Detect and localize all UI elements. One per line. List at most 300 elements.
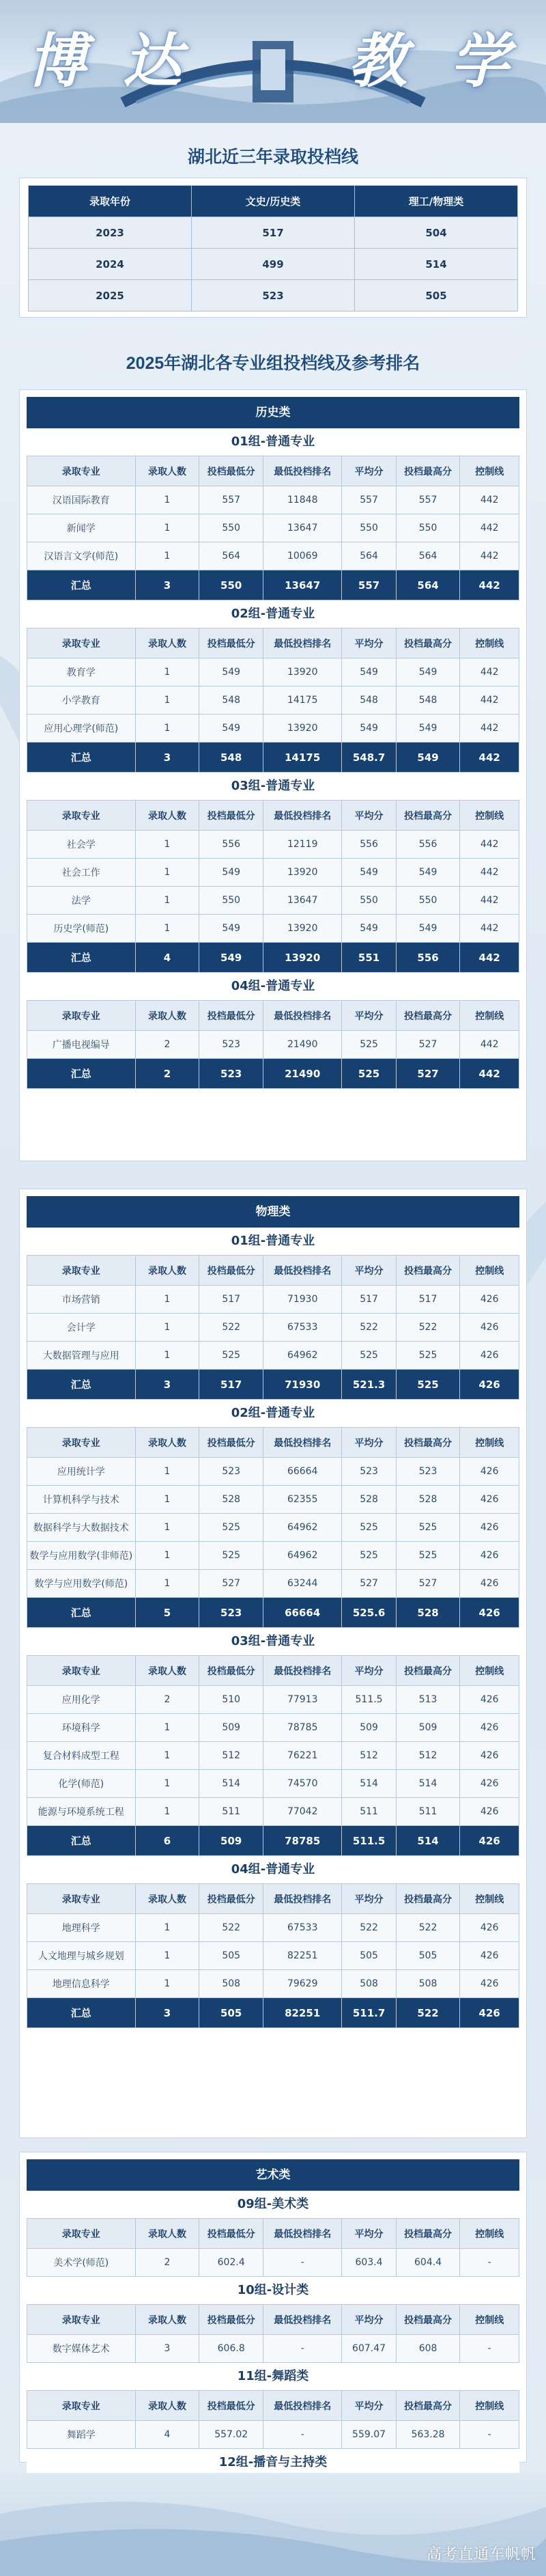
- cell: 汉语国际教育: [27, 486, 136, 514]
- cell: 66664: [263, 1458, 342, 1486]
- group-title: 11组-舞蹈类: [27, 2363, 519, 2390]
- summary-cell: 426: [460, 1598, 519, 1628]
- cell: 509: [199, 1714, 263, 1742]
- col-header: 投档最高分: [396, 1656, 460, 1686]
- summary-cell: 548: [199, 743, 263, 773]
- cell: 442: [460, 486, 519, 514]
- summary-cell: 3: [135, 570, 199, 600]
- cell: 426: [460, 1770, 519, 1798]
- cell: 557.02: [199, 2421, 263, 2449]
- group-title: 03组-普通专业: [27, 1628, 519, 1655]
- cell: 美术学(师范): [27, 2249, 136, 2277]
- cell: 74570: [263, 1770, 342, 1798]
- col-header: 控制线: [460, 456, 519, 486]
- table-row: [27, 1970, 519, 1998]
- col-header: 平均分: [342, 1884, 396, 1914]
- cell: 525: [342, 1031, 396, 1059]
- table-row: [27, 514, 519, 542]
- cell: 550: [342, 514, 396, 542]
- cell: 549: [396, 859, 460, 887]
- cell: 607.47: [342, 2335, 396, 2363]
- cell: 13920: [263, 659, 342, 687]
- group-table: [27, 1883, 519, 2028]
- main-section-title: 2025年湖北各专业组投档线及参考排名: [126, 354, 420, 373]
- banner-char-2: 达: [123, 27, 182, 96]
- col-header: 录取专业: [27, 628, 136, 659]
- summary-cell: 82251: [263, 1998, 342, 2028]
- col-header: 控制线: [460, 2391, 519, 2421]
- cell: 442: [460, 859, 519, 887]
- cell: 2: [135, 2249, 199, 2277]
- col-header: 投档最低分: [199, 1428, 263, 1458]
- cell: 525: [396, 1342, 460, 1370]
- col-header: 平均分: [342, 456, 396, 486]
- col-header: 投档最高分: [396, 1884, 460, 1914]
- summary-cell: 426: [460, 1998, 519, 2028]
- cell: 557: [342, 486, 396, 514]
- three-year-table: [28, 185, 518, 311]
- cell: 67533: [263, 1914, 342, 1942]
- cell: 512: [199, 1742, 263, 1770]
- cell: 13920: [263, 915, 342, 943]
- cell: 505: [355, 280, 518, 311]
- cell: 舞蹈学: [27, 2421, 136, 2449]
- group-title: 04组-普通专业: [27, 973, 519, 1000]
- cell: 76221: [263, 1742, 342, 1770]
- cell: 442: [460, 715, 519, 743]
- table-header-row: [27, 2305, 519, 2335]
- cell: 557: [199, 486, 263, 514]
- cell: 442: [460, 514, 519, 542]
- cell: 82251: [263, 1942, 342, 1970]
- col-header: 录取年份: [29, 186, 192, 217]
- table-header-row: [27, 628, 519, 659]
- summary-cell: 523: [199, 1059, 263, 1089]
- col-header: 投档最高分: [396, 2305, 460, 2335]
- cell: 525: [199, 1542, 263, 1570]
- group-title: 02组-普通专业: [27, 1400, 519, 1427]
- summary-cell: 442: [460, 743, 519, 773]
- summary-cell: 527: [396, 1059, 460, 1089]
- table-row: [27, 2335, 519, 2363]
- cell: 1: [135, 1770, 199, 1798]
- col-header: 平均分: [342, 1256, 396, 1286]
- cell: 442: [460, 659, 519, 687]
- summary-cell: 525: [396, 1370, 460, 1400]
- col-header: 控制线: [460, 2219, 519, 2249]
- cell: 426: [460, 1970, 519, 1998]
- cell: 法学: [27, 887, 136, 915]
- cell: 509: [342, 1714, 396, 1742]
- cell: 550: [199, 887, 263, 915]
- cell: 522: [342, 1914, 396, 1942]
- cell: 442: [460, 1031, 519, 1059]
- col-header: 平均分: [342, 628, 396, 659]
- summary-cell: 汇总: [27, 743, 136, 773]
- cell: 2: [135, 1031, 199, 1059]
- cell: 525: [342, 1514, 396, 1542]
- col-header: 录取专业: [27, 1428, 136, 1458]
- col-header: 文史/历史类: [192, 186, 355, 217]
- col-header: 录取人数: [135, 1256, 199, 1286]
- cell: 14175: [263, 687, 342, 715]
- summary-cell: 汇总: [27, 943, 136, 973]
- cell: 应用统计学: [27, 1458, 136, 1486]
- summary-cell: 551: [342, 943, 396, 973]
- cell: 505: [396, 1942, 460, 1970]
- art-card: [19, 2152, 527, 2469]
- group-title: 10组-设计类: [27, 2277, 519, 2304]
- top-table-title: 湖北近三年录取投档线: [187, 148, 358, 167]
- cell: 1: [135, 1458, 199, 1486]
- summary-cell: 426: [460, 1370, 519, 1400]
- three-year-table-card: [19, 178, 527, 318]
- table-header-row: [27, 1256, 519, 1286]
- cell: 1: [135, 1514, 199, 1542]
- cell: 564: [342, 542, 396, 570]
- table-header-row: [27, 456, 519, 486]
- cell: 78785: [263, 1714, 342, 1742]
- group-table: [27, 1427, 519, 1628]
- cell: 517: [342, 1286, 396, 1314]
- cell: 442: [460, 887, 519, 915]
- cell: 79629: [263, 1970, 342, 1998]
- cell: 517: [192, 217, 355, 249]
- cell: 3: [135, 2335, 199, 2363]
- cell: 549: [396, 915, 460, 943]
- summary-row: [27, 1998, 519, 2028]
- summary-cell: 13920: [263, 943, 342, 973]
- cell: 小学教育: [27, 687, 136, 715]
- cell: 426: [460, 1286, 519, 1314]
- cell: 1: [135, 1486, 199, 1514]
- cell: 550: [396, 887, 460, 915]
- cell: 市场营销: [27, 1286, 136, 1314]
- summary-cell: 2: [135, 1059, 199, 1089]
- table-row: [27, 542, 519, 570]
- col-header: 理工/物理类: [355, 186, 518, 217]
- cell: 数字媒体艺术: [27, 2335, 136, 2363]
- col-header: 录取专业: [27, 2305, 136, 2335]
- col-header: 投档最高分: [396, 1256, 460, 1286]
- cell: 550: [199, 514, 263, 542]
- col-header: 投档最低分: [199, 1884, 263, 1914]
- cell: -: [263, 2249, 342, 2277]
- cell: 12119: [263, 831, 342, 859]
- col-header: 最低投档排名: [263, 1256, 342, 1286]
- banner-char-4: 学: [450, 27, 509, 96]
- cell: 522: [199, 1314, 263, 1342]
- group-table: [27, 2218, 519, 2277]
- cell: 1: [135, 659, 199, 687]
- col-header: 最低投档排名: [263, 801, 342, 831]
- summary-cell: 汇总: [27, 570, 136, 600]
- col-header: 录取人数: [135, 2305, 199, 2335]
- table-row: [27, 1798, 519, 1826]
- table-header-row: [27, 1656, 519, 1686]
- cell: 社会学: [27, 831, 136, 859]
- cell: 1: [135, 1570, 199, 1598]
- cell: 511: [396, 1798, 460, 1826]
- col-header: 控制线: [460, 2305, 519, 2335]
- cell: 525: [396, 1542, 460, 1570]
- group-table: [27, 1000, 519, 1089]
- group-title: 01组-普通专业: [27, 1228, 519, 1255]
- col-header: 录取人数: [135, 1884, 199, 1914]
- summary-cell: 78785: [263, 1826, 342, 1856]
- cell: 13920: [263, 859, 342, 887]
- cell: 数据科学与大数据技术: [27, 1514, 136, 1542]
- cell: 环境科学: [27, 1714, 136, 1742]
- cell: 512: [342, 1742, 396, 1770]
- cell: 2024: [29, 249, 192, 280]
- cell: 1: [135, 915, 199, 943]
- table-header-row: [27, 2391, 519, 2421]
- summary-row: [27, 1370, 519, 1400]
- category-header-physics: 物理类: [27, 1196, 519, 1228]
- group-title: 03组-普通专业: [27, 773, 519, 800]
- cell: 514: [396, 1770, 460, 1798]
- col-header: 投档最高分: [396, 2219, 460, 2249]
- table-row: [27, 915, 519, 943]
- cell: -: [263, 2421, 342, 2449]
- banner-char-1: 博: [27, 27, 86, 96]
- cell: 77042: [263, 1798, 342, 1826]
- col-header: 录取专业: [27, 1656, 136, 1686]
- cell: 602.4: [199, 2249, 263, 2277]
- table-header-row: [27, 1001, 519, 1031]
- col-header: 控制线: [460, 801, 519, 831]
- cell: 564: [199, 542, 263, 570]
- col-header: 平均分: [342, 2219, 396, 2249]
- summary-cell: 549: [199, 943, 263, 973]
- cell: 564: [396, 542, 460, 570]
- cell: 523: [199, 1031, 263, 1059]
- cell: 559.07: [342, 2421, 396, 2449]
- summary-row: [27, 943, 519, 973]
- history-card: [19, 389, 527, 1161]
- summary-cell: 514: [396, 1826, 460, 1856]
- cell: 1: [135, 1742, 199, 1770]
- summary-cell: 汇总: [27, 1059, 136, 1089]
- col-header: 录取人数: [135, 801, 199, 831]
- summary-cell: 汇总: [27, 1598, 136, 1628]
- group-table: [27, 2390, 519, 2449]
- table-row: [27, 1514, 519, 1542]
- cell: 517: [199, 1286, 263, 1314]
- cell: 523: [342, 1458, 396, 1486]
- summary-row: [27, 1598, 519, 1628]
- table-row: [27, 1742, 519, 1770]
- summary-cell: 517: [199, 1370, 263, 1400]
- cell: 522: [396, 1314, 460, 1342]
- cell: 426: [460, 1714, 519, 1742]
- cell: 510: [199, 1686, 263, 1714]
- col-header: 投档最低分: [199, 2219, 263, 2249]
- summary-cell: 525: [342, 1059, 396, 1089]
- cell: 2025: [29, 280, 192, 311]
- cell: 426: [460, 1742, 519, 1770]
- group-title: 12组-播音与主持类: [27, 2449, 519, 2476]
- cell: 人文地理与城乡规划: [27, 1942, 136, 1970]
- cell: 514: [342, 1770, 396, 1798]
- table-row: [29, 249, 518, 280]
- summary-cell: 522: [396, 1998, 460, 2028]
- cell: 522: [342, 1314, 396, 1342]
- table-header-row: [27, 1884, 519, 1914]
- table-row: [27, 1458, 519, 1486]
- summary-cell: 509: [199, 1826, 263, 1856]
- col-header: 录取人数: [135, 2391, 199, 2421]
- group-table: [27, 1655, 519, 1856]
- cell: 557: [396, 486, 460, 514]
- cell: 1: [135, 542, 199, 570]
- cell: 426: [460, 1458, 519, 1486]
- cell: 508: [396, 1970, 460, 1998]
- summary-cell: 6: [135, 1826, 199, 1856]
- footer-background: [0, 2473, 546, 2576]
- col-header: 最低投档排名: [263, 1001, 342, 1031]
- cell: 511: [199, 1798, 263, 1826]
- col-header: 录取专业: [27, 1884, 136, 1914]
- cell: 513: [396, 1686, 460, 1714]
- col-header: 最低投档排名: [263, 1884, 342, 1914]
- col-header: 录取人数: [135, 2219, 199, 2249]
- col-header: 平均分: [342, 1428, 396, 1458]
- col-header: 投档最低分: [199, 456, 263, 486]
- col-header: 最低投档排名: [263, 2305, 342, 2335]
- header-banner: [0, 0, 546, 123]
- cell: 508: [342, 1970, 396, 1998]
- summary-cell: 汇总: [27, 1370, 136, 1400]
- col-header: 投档最低分: [199, 801, 263, 831]
- cell: 1: [135, 1314, 199, 1342]
- category-header-history: 历史类: [27, 397, 519, 428]
- cell: 426: [460, 1798, 519, 1826]
- cell: 会计学: [27, 1314, 136, 1342]
- cell: 汉语言文学(师范): [27, 542, 136, 570]
- col-header: 投档最高分: [396, 2391, 460, 2421]
- col-header: 控制线: [460, 1656, 519, 1686]
- group-table: [27, 628, 519, 773]
- cell: 应用心理学(师范): [27, 715, 136, 743]
- col-header: 投档最低分: [199, 2305, 263, 2335]
- cell: 1: [135, 486, 199, 514]
- cell: 21490: [263, 1031, 342, 1059]
- summary-cell: 66664: [263, 1598, 342, 1628]
- cell: 1: [135, 1970, 199, 1998]
- cell: 426: [460, 1686, 519, 1714]
- table-row: [27, 1031, 519, 1059]
- cell: 13647: [263, 887, 342, 915]
- cell: 426: [460, 1486, 519, 1514]
- col-header: 录取人数: [135, 1428, 199, 1458]
- cell: 528: [342, 1486, 396, 1514]
- cell: 556: [396, 831, 460, 859]
- cell: 数学与应用数学(非师范): [27, 1542, 136, 1570]
- col-header: 最低投档排名: [263, 1428, 342, 1458]
- table-header-row: [27, 2219, 519, 2249]
- col-header: 投档最高分: [396, 456, 460, 486]
- col-header: 平均分: [342, 1001, 396, 1031]
- summary-cell: 21490: [263, 1059, 342, 1089]
- cell: 504: [355, 217, 518, 249]
- cell: -: [460, 2335, 519, 2363]
- history-groups: [27, 428, 519, 1089]
- summary-cell: 557: [342, 570, 396, 600]
- cell: 527: [396, 1570, 460, 1598]
- summary-cell: 523: [199, 1598, 263, 1628]
- cell: 442: [460, 831, 519, 859]
- cell: 64962: [263, 1542, 342, 1570]
- cell: 13647: [263, 514, 342, 542]
- summary-cell: 442: [460, 943, 519, 973]
- summary-cell: 521.3: [342, 1370, 396, 1400]
- summary-cell: 549: [396, 743, 460, 773]
- col-header: 投档最高分: [396, 628, 460, 659]
- cell: 地理科学: [27, 1914, 136, 1942]
- cell: 67533: [263, 1314, 342, 1342]
- summary-cell: 442: [460, 1059, 519, 1089]
- cell: 527: [342, 1570, 396, 1598]
- col-header: 投档最高分: [396, 801, 460, 831]
- table-row: [27, 715, 519, 743]
- cell: 549: [342, 859, 396, 887]
- cell: 63244: [263, 1570, 342, 1598]
- group-table: [27, 2304, 519, 2363]
- cell: 525: [199, 1514, 263, 1542]
- col-header: 控制线: [460, 1884, 519, 1914]
- cell: 549: [396, 715, 460, 743]
- col-header: 录取专业: [27, 1256, 136, 1286]
- cell: -: [263, 2335, 342, 2363]
- summary-cell: 3: [135, 1370, 199, 1400]
- cell: 地理信息科学: [27, 1970, 136, 1998]
- summary-cell: 525.6: [342, 1598, 396, 1628]
- cell: 608: [396, 2335, 460, 2363]
- table-row: [27, 2249, 519, 2277]
- table-row: [27, 1542, 519, 1570]
- cell: 511: [342, 1798, 396, 1826]
- table-row: [27, 659, 519, 687]
- col-header: 投档最低分: [199, 1001, 263, 1031]
- summary-cell: 505: [199, 1998, 263, 2028]
- col-header: 控制线: [460, 1428, 519, 1458]
- table-row: [27, 1686, 519, 1714]
- col-header: 投档最低分: [199, 2391, 263, 2421]
- cell: 517: [396, 1286, 460, 1314]
- summary-cell: 426: [460, 1826, 519, 1856]
- cell: 525: [396, 1514, 460, 1542]
- table-row: [27, 1914, 519, 1942]
- summary-cell: 汇总: [27, 1998, 136, 2028]
- col-header: 平均分: [342, 2305, 396, 2335]
- cell: -: [460, 2421, 519, 2449]
- cell: 化学(师范): [27, 1770, 136, 1798]
- summary-cell: 汇总: [27, 1826, 136, 1856]
- cell: 549: [199, 859, 263, 887]
- cell: 511.5: [342, 1686, 396, 1714]
- table-header-row: [27, 801, 519, 831]
- physics-groups: [27, 1228, 519, 2028]
- col-header: 录取人数: [135, 1656, 199, 1686]
- table-row: [27, 1486, 519, 1514]
- cell: 社会工作: [27, 859, 136, 887]
- cell: 549: [199, 659, 263, 687]
- cell: 522: [199, 1914, 263, 1942]
- col-header: 录取专业: [27, 2219, 136, 2249]
- cell: 514: [199, 1770, 263, 1798]
